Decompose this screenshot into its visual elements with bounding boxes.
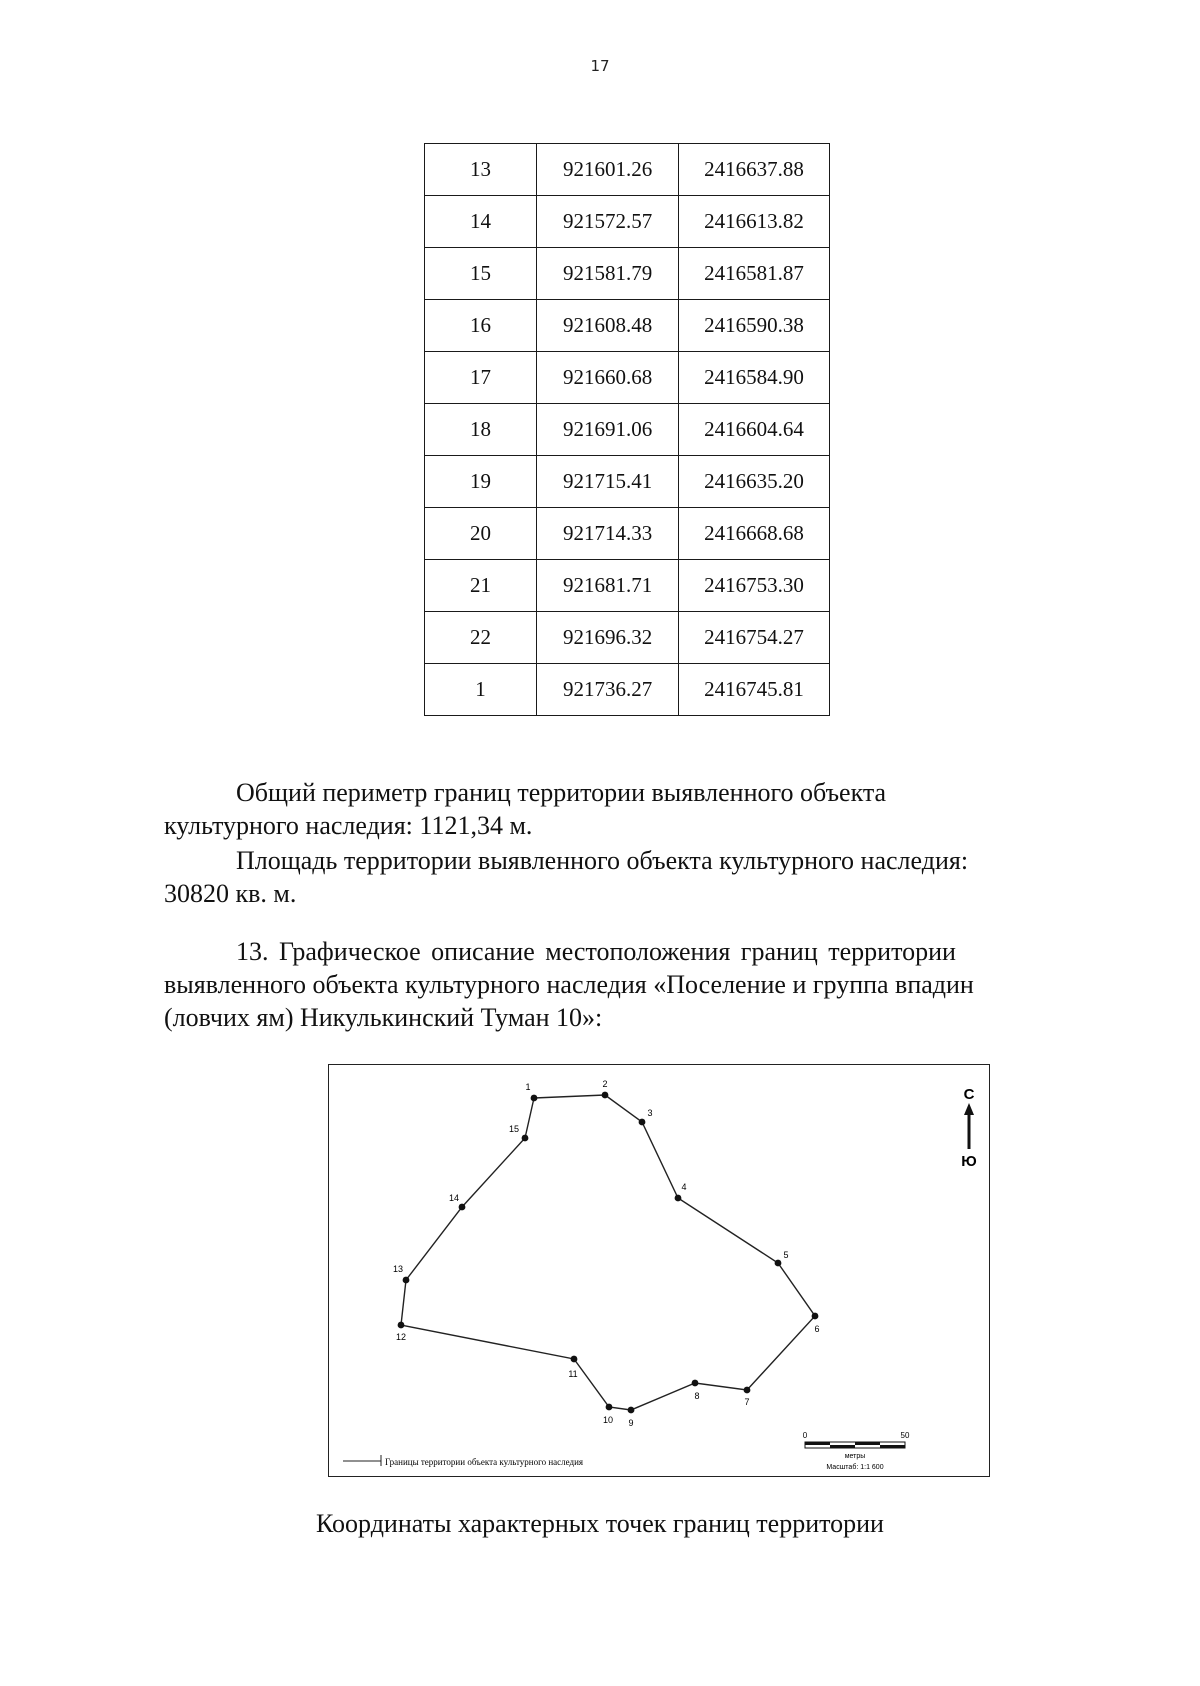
boundary-point-label: 7 <box>744 1397 750 1407</box>
coordinates-caption: Координаты характерных точек границ территории <box>316 1509 884 1538</box>
table-row <box>425 352 830 404</box>
boundary-point-label: 10 <box>602 1415 614 1425</box>
boundary-point-marker <box>744 1387 751 1394</box>
point-number-cell: 21 <box>425 560 537 612</box>
north-arrow <box>961 1086 976 1170</box>
y-coordinate-cell: 2416753.30 <box>679 560 830 612</box>
boundary-point-label: 11 <box>568 1369 578 1379</box>
y-coordinate-cell: 2416581.87 <box>679 248 830 300</box>
table-row <box>425 664 830 716</box>
table-row <box>425 144 830 196</box>
boundary-point-marker <box>403 1277 410 1284</box>
boundary-point-marker <box>812 1313 819 1320</box>
x-coordinate-cell: 921714.33 <box>537 508 679 560</box>
point-number-cell: 13 <box>425 144 537 196</box>
y-coordinate-cell: 2416637.88 <box>679 144 830 196</box>
x-coordinate-cell: 921715.41 <box>537 456 679 508</box>
x-coordinate-cell: 921736.27 <box>537 664 679 716</box>
x-coordinate-cell: 921691.06 <box>537 404 679 456</box>
point-number-cell: 1 <box>425 664 537 716</box>
page-number: 17 <box>590 57 610 75</box>
boundary-point-marker <box>639 1119 646 1126</box>
boundary-point-marker <box>628 1407 635 1414</box>
boundary-point-label: 14 <box>448 1193 460 1203</box>
x-coordinate-cell: 921572.57 <box>537 196 679 248</box>
y-coordinate-cell: 2416635.20 <box>679 456 830 508</box>
table-row <box>425 196 830 248</box>
point-number-cell: 22 <box>425 612 537 664</box>
point-number-cell: 16 <box>425 300 537 352</box>
y-coordinate-cell: 2416584.90 <box>679 352 830 404</box>
boundary-map-canvas <box>329 1065 991 1478</box>
table-row <box>425 300 830 352</box>
boundary-point-marker <box>398 1322 405 1329</box>
south-label: Ю <box>961 1153 977 1170</box>
x-coordinate-cell: 921696.32 <box>537 612 679 664</box>
scale-bar <box>803 1431 910 1471</box>
boundary-point-label: 3 <box>647 1108 653 1118</box>
x-coordinate-cell: 921608.48 <box>537 300 679 352</box>
territory-boundary-line <box>401 1095 815 1410</box>
north-label: С <box>963 1086 975 1103</box>
y-coordinate-cell: 2416668.68 <box>679 508 830 560</box>
boundary-points <box>393 1079 820 1428</box>
coordinates-table <box>424 143 830 716</box>
boundary-map <box>328 1064 990 1477</box>
x-coordinate-cell: 921601.26 <box>537 144 679 196</box>
x-coordinate-cell: 921660.68 <box>537 352 679 404</box>
table-row <box>425 248 830 300</box>
section-heading-line-1: 13. Графическое описание местоположения границ территории <box>236 937 956 966</box>
boundary-point-marker <box>675 1195 682 1202</box>
boundary-point-marker <box>602 1092 609 1099</box>
point-number-cell: 19 <box>425 456 537 508</box>
scale-text: Масштаб: 1:1 600 <box>826 1464 884 1471</box>
point-number-cell: 17 <box>425 352 537 404</box>
point-number-cell: 15 <box>425 248 537 300</box>
map-legend <box>343 1455 583 1467</box>
boundary-point-marker <box>606 1404 613 1411</box>
y-coordinate-cell: 2416745.81 <box>679 664 830 716</box>
boundary-point-label: 15 <box>508 1124 520 1134</box>
boundary-point-marker <box>522 1135 529 1142</box>
boundary-point-marker <box>692 1380 699 1387</box>
boundary-point-label: 2 <box>602 1079 608 1089</box>
y-coordinate-cell: 2416754.27 <box>679 612 830 664</box>
boundary-point-marker <box>459 1204 466 1211</box>
y-coordinate-cell: 2416604.64 <box>679 404 830 456</box>
boundary-point-label: 8 <box>694 1391 700 1401</box>
scale-units: метры <box>844 1453 866 1460</box>
section-heading-line-2: выявленного объекта культурного наследия «Поселение и группа впадин <box>164 970 974 999</box>
table-row <box>425 560 830 612</box>
boundary-point-marker <box>531 1095 538 1102</box>
perimeter-line-1: Общий периметр границ территории выявленного объекта <box>236 778 887 807</box>
area-line-2: 30820 кв. м. <box>164 879 297 908</box>
x-coordinate-cell: 921581.79 <box>537 248 679 300</box>
perimeter-line-2: культурного наследия: 1121,34 м. <box>164 811 533 840</box>
boundary-point-label: 4 <box>681 1182 687 1192</box>
boundary-point-label: 6 <box>814 1324 820 1334</box>
table-row <box>425 456 830 508</box>
x-coordinate-cell: 921681.71 <box>537 560 679 612</box>
scale-end: 50 <box>900 1431 910 1440</box>
coordinates-table-body <box>425 144 830 716</box>
point-number-cell: 14 <box>425 196 537 248</box>
boundary-point-marker <box>775 1260 782 1267</box>
scale-start: 0 <box>802 1431 808 1440</box>
boundary-point-label: 1 <box>525 1082 531 1092</box>
boundary-point-marker <box>571 1356 578 1363</box>
y-coordinate-cell: 2416590.38 <box>679 300 830 352</box>
table-row <box>425 612 830 664</box>
point-number-cell: 18 <box>425 404 537 456</box>
boundary-point-label: 5 <box>783 1250 789 1260</box>
y-coordinate-cell: 2416613.82 <box>679 196 830 248</box>
boundary-point-label: 9 <box>628 1418 634 1428</box>
boundary-point-label: 12 <box>395 1332 407 1342</box>
table-row <box>425 404 830 456</box>
point-number-cell: 20 <box>425 508 537 560</box>
area-line-1: Площадь территории выявленного объекта культурного наследия: <box>236 846 969 875</box>
section-heading-line-3: (ловчих ям) Никулькинский Туман 10»: <box>164 1003 603 1032</box>
north-arrow-icon <box>964 1103 974 1115</box>
legend-label: Границы территории объекта культурного наследия <box>385 1457 584 1467</box>
boundary-point-label: 13 <box>392 1264 404 1274</box>
table-row <box>425 508 830 560</box>
